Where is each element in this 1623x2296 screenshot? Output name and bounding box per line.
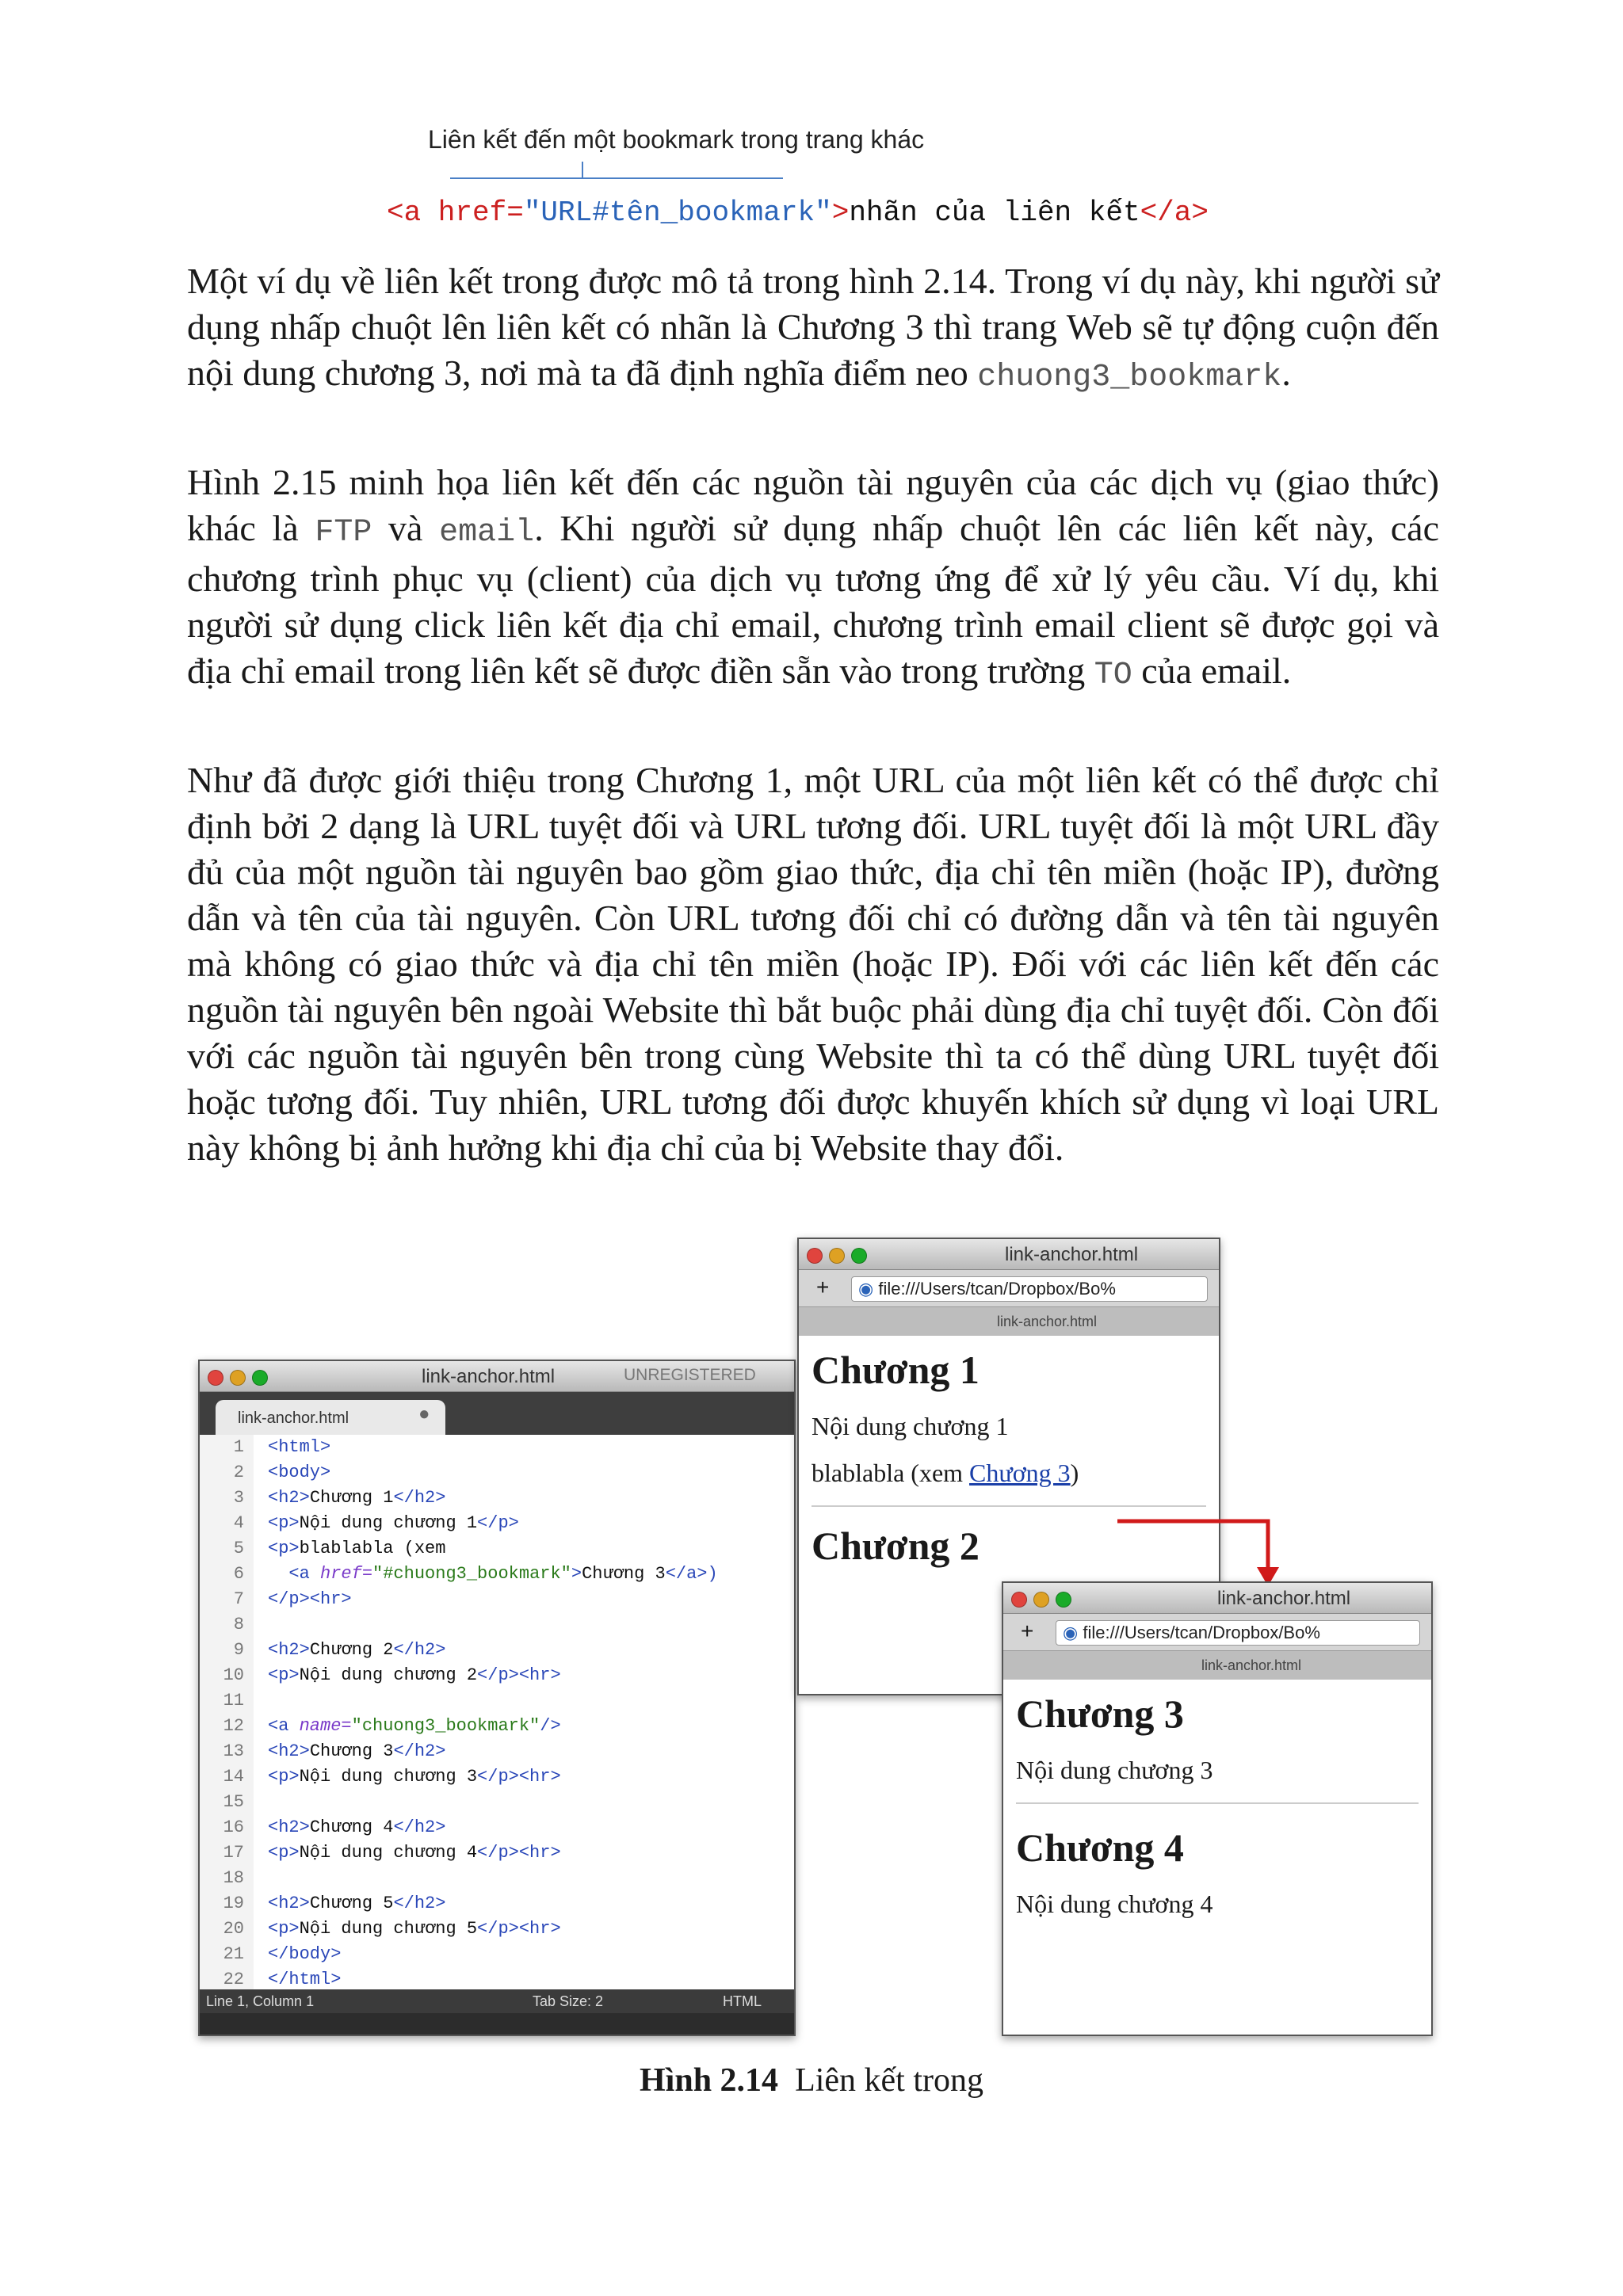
browser1-title: link-anchor.html (1005, 1244, 1139, 1265)
zoom-icon[interactable] (1056, 1592, 1071, 1608)
syntax-link-text: nhãn của liên kết (849, 196, 1140, 229)
minimize-icon[interactable] (1033, 1592, 1049, 1608)
line-number: 17 (223, 1843, 244, 1863)
annotation-pointer (582, 162, 583, 177)
line-number: 3 (233, 1488, 244, 1508)
editor-tab-label: link-anchor.html (238, 1409, 349, 1427)
address-text: file:///Users/tcan/Dropbox/Bo% (1083, 1623, 1320, 1642)
browser1-urlbar (799, 1270, 1219, 1307)
annotation-underline (450, 177, 783, 179)
address-input[interactable] (1056, 1620, 1420, 1646)
line-gutter (200, 1435, 254, 1989)
zoom-icon[interactable] (252, 1370, 268, 1386)
para-chuong-3: Nội dung chương 3 (1016, 1756, 1213, 1784)
browser1-tab[interactable]: link-anchor.html (997, 1314, 1098, 1329)
hr-divider (1016, 1802, 1419, 1804)
line-number: 20 (223, 1919, 244, 1939)
unsaved-dot-icon: ● (418, 1403, 430, 1425)
syntax-gt: > (831, 196, 850, 229)
add-tab-icon[interactable]: + (816, 1275, 830, 1299)
browser2-content (1003, 1680, 1431, 1944)
arrow-line (1117, 1521, 1268, 1572)
code-line: <html> (268, 1437, 331, 1457)
heading-chuong-3: Chương 3 (1016, 1691, 1184, 1736)
browser2-tabbar (1003, 1651, 1431, 1680)
line-number: 22 (223, 1970, 244, 1989)
code-area[interactable] (200, 1435, 794, 1989)
line-number: 6 (233, 1564, 244, 1584)
globe-icon: ◉ (858, 1279, 874, 1299)
add-tab-icon[interactable]: + (1021, 1619, 1034, 1643)
line-number: 5 (233, 1539, 244, 1558)
line-number: 7 (233, 1589, 244, 1609)
heading-chuong-2: Chương 2 (812, 1524, 980, 1568)
line-number: 12 (223, 1716, 244, 1736)
editor-titlebar (200, 1361, 794, 1392)
browser1-titlebar (799, 1239, 1219, 1270)
caption-text: Liên kết trong (795, 2062, 983, 2099)
editor-statusbar (200, 1989, 794, 2013)
line-number: 21 (223, 1944, 244, 1964)
p2-text-c: . Khi người sử dụng nhấp chuột lên các liên kết này, các chương trình phục vụ (client) của dịch vụ tương ứng để xử lý yêu cầu. Ví dụ, khi người sử dụng click liên kết địa chỉ email, chương trình email client sẽ được gọi và địa chỉ email trong liên kết sẽ được điền sẵn vào trong trường (187, 508, 1440, 691)
browser2-title: link-anchor.html (1217, 1588, 1351, 1609)
line-number: 2 (233, 1463, 244, 1482)
address-input[interactable] (851, 1276, 1208, 1302)
p2-code-to: TO (1094, 658, 1132, 693)
status-tab-size[interactable]: Tab Size: 2 (533, 1993, 604, 2009)
browser1-tabbar (799, 1307, 1219, 1336)
anchor-syntax (387, 196, 1209, 229)
browser2-titlebar (1003, 1583, 1431, 1614)
paragraph-3 (187, 757, 1439, 1171)
editor-window (198, 1360, 796, 2036)
line-number: 16 (223, 1817, 244, 1837)
close-icon[interactable] (208, 1370, 223, 1386)
syntax-url: "URL#tên_bookmark" (523, 196, 832, 229)
address-text: file:///Users/tcan/Dropbox/Bo% (878, 1279, 1116, 1299)
line-number: 8 (233, 1615, 244, 1634)
editor-title: link-anchor.html (422, 1366, 556, 1387)
code-lines: <html> <body> <h2>Chương 1</h2> <p>Nội dung chương 1</p> <p>blablabla (xem <a href="#chuong3_bookmark">Chương 3</a>) </p><hr> <h2>Chương 2</h2> <p>Nội dung chương 2</p><hr> <a name="chuong3_bookmark"/> <h2>Chương 3</h2> <p>Nội dung chương 3</p><hr> <h2>Chương 4</h2> <p>Nội dung chương 4</p><hr> <h2>Chương 5</h2> <p>Nội dung chương 5</p><hr> </body> </html> (268, 1437, 718, 1989)
p2-text-d: của email. (1132, 650, 1292, 691)
syntax-open-tag: <a href= (387, 196, 524, 229)
minimize-icon[interactable] (230, 1370, 246, 1386)
editor-tab[interactable] (216, 1400, 445, 1435)
minimize-icon[interactable] (829, 1248, 845, 1264)
browser-window-2 (1002, 1581, 1433, 2036)
p2-code-ftp: FTP (315, 515, 372, 551)
p1-code: chuong3_bookmark (977, 360, 1282, 395)
paragraph-2 (187, 460, 1439, 699)
para-chuong-1: Nội dung chương 1 (812, 1412, 1009, 1440)
link-chuong-3[interactable]: Chương 3 (969, 1459, 1071, 1487)
p3-text: Như đã được giới thiệu trong Chương 1, một URL của một liên kết có thể được chỉ định bởi 2 dạng là URL tuyệt đối và URL tương đối. URL tuyệt đối là một URL đầy đủ của một nguồn tài nguyên bao gồm giao thức, địa chỉ tên miền (hoặc IP), đường dẫn và tên của tài nguyên. Còn URL tương đối chỉ có đường dẫn và tên tài nguyên mà không có giao thức và địa chỉ tên miền (hoặc IP). Đối với các liên kết đến các nguồn tài nguyên bên ngoài Website thì bắt buộc phải dùng địa chỉ tuyệt đối. Còn đối với các nguồn tài nguyên bên trong cùng Website thì ta có thể dùng URL tuyệt đối hoặc tương đối. Tuy nhiên, URL tương đối được khuyến khích sử dụng vì loại URL này không bị ảnh hưởng khi địa chỉ của bị Website thay đổi. (187, 760, 1439, 1168)
line-number: 19 (223, 1894, 244, 1913)
status-position: Line 1, Column 1 (206, 1993, 315, 2009)
close-icon[interactable] (1011, 1592, 1027, 1608)
line-number: 18 (223, 1868, 244, 1888)
p2-code-email: email (439, 515, 535, 551)
p2-text-a: Hình 2.15 minh họa liên kết đến các nguồn tài nguyên của các dịch vụ (giao thức) khác là (187, 462, 1439, 548)
close-icon[interactable] (807, 1248, 823, 1264)
paragraph-1 (187, 258, 1439, 401)
globe-icon: ◉ (1063, 1623, 1079, 1642)
para-chuong-4: Nội dung chương 4 (1016, 1890, 1213, 1918)
editor-tabbar (200, 1392, 794, 1435)
line-number: 11 (223, 1691, 244, 1711)
line-number: 4 (233, 1513, 244, 1533)
browser2-urlbar (1003, 1614, 1431, 1651)
syntax-annotation: Liên kết đến một bookmark trong trang khác (428, 125, 925, 154)
unregistered-label: UNREGISTERED (624, 1366, 756, 1384)
syntax-end-tag: </a> (1140, 196, 1209, 229)
p1-text: Một ví dụ về liên kết trong được mô tả trong hình 2.14. Trong ví dụ này, khi người sử dụng nhấp chuột lên liên kết có nhãn là Chương 3 thì trang Web sẽ tự động cuộn đến nội dung chương 3, nơi mà ta đã định nghĩa điểm neo (187, 261, 1439, 393)
line-number: 10 (223, 1665, 244, 1685)
heading-chuong-1: Chương 1 (812, 1348, 980, 1392)
code-line: <body> (268, 1463, 331, 1482)
p2-text-b: và (372, 508, 440, 548)
line-number: 13 (223, 1741, 244, 1761)
link-arrow (1109, 1504, 1300, 1591)
status-syntax[interactable]: HTML (723, 1993, 762, 2009)
browser2-tab[interactable]: link-anchor.html (1201, 1657, 1302, 1673)
line-number: 9 (233, 1640, 244, 1660)
para-blablabla: blablabla (xem Chương 3) (812, 1459, 1079, 1487)
line-number: 15 (223, 1792, 244, 1812)
line-number: 14 (223, 1767, 244, 1787)
heading-chuong-4: Chương 4 (1016, 1825, 1184, 1870)
line-number: 1 (233, 1437, 244, 1457)
p1-end: . (1281, 353, 1291, 393)
caption-number: Hình 2.14 (640, 2062, 779, 2099)
figure-caption (0, 2061, 1623, 2100)
zoom-icon[interactable] (851, 1248, 867, 1264)
